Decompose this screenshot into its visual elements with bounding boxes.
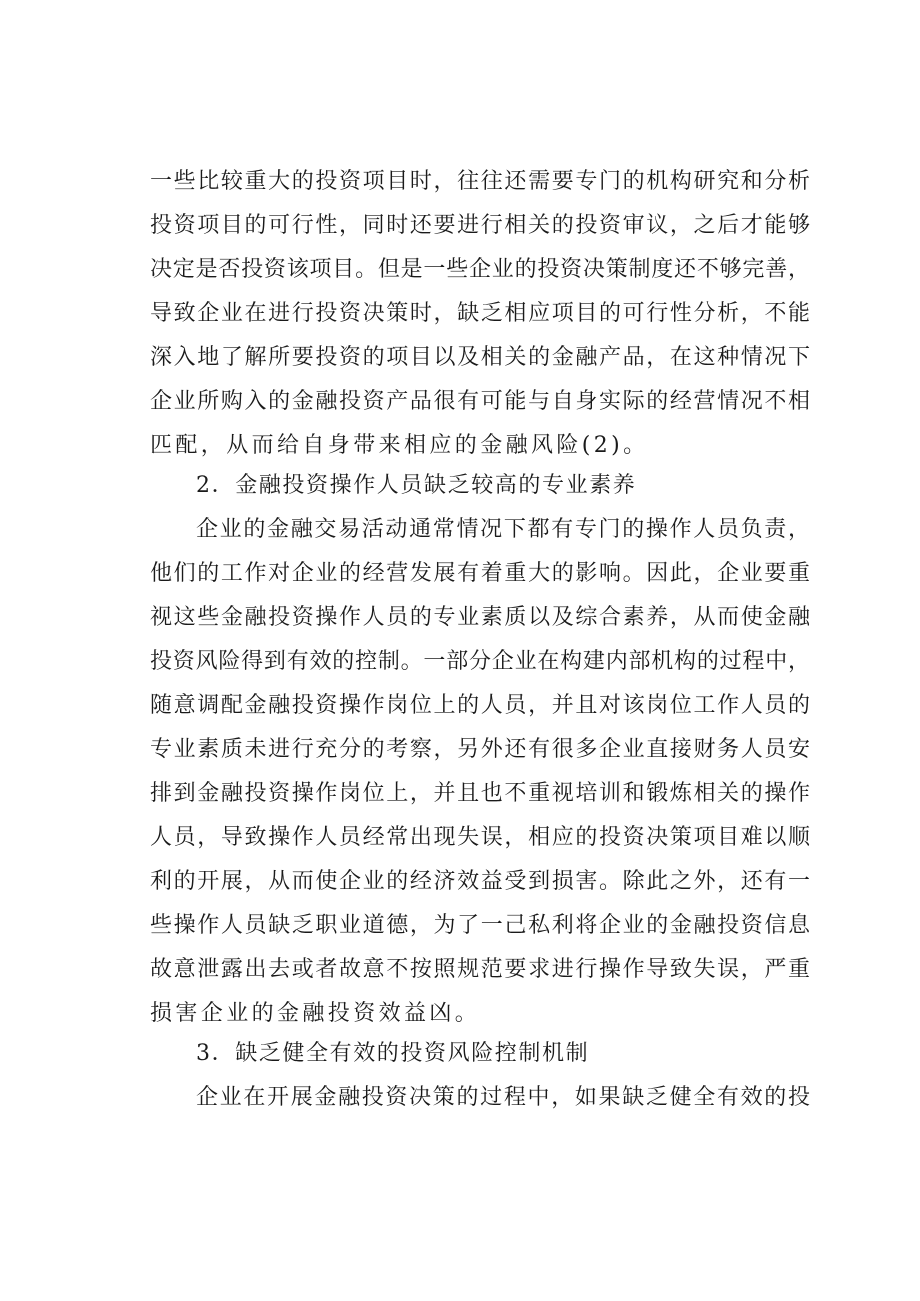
paragraph-line: 随意调配金融投资操作岗位上的人员，并且对该岗位工作人员的	[150, 693, 810, 718]
paragraph-line: 企业所购入的金融投资产品很有可能与自身实际的经营情况不相	[150, 389, 810, 414]
paragraph-line: 排到金融投资操作岗位上，并且也不重视培训和锻炼相关的操作	[150, 781, 810, 806]
paragraph-line: 人员，导致操作人员经常出现失误，相应的投资决策项目难以顺	[150, 825, 810, 850]
paragraph-line: 企业的金融交易活动通常情况下都有专门的操作人员负责，	[196, 517, 810, 542]
paragraph-line: 深入地了解所要投资的项目以及相关的金融产品，在这种情况下	[150, 345, 810, 370]
paragraph-line: 决定是否投资该项目。但是一些企业的投资决策制度还不够完善，	[150, 257, 810, 282]
section-heading: 3．缺乏健全有效的投资风险控制机制	[196, 1041, 590, 1066]
paragraph-line: 他们的工作对企业的经营发展有着重大的影响。因此，企业要重	[150, 561, 810, 586]
paragraph-line: 故意泄露出去或者故意不按照规范要求进行操作导致失误，严重	[150, 957, 810, 982]
paragraph-line: 投资风险得到有效的控制。一部分企业在构建内部机构的过程中，	[150, 649, 810, 674]
paragraph-line: 些操作人员缺乏职业道德，为了一己私利将企业的金融投资信息	[150, 913, 810, 938]
paragraph-line: 匹配，从而给自身带来相应的金融风险(2)。	[150, 433, 649, 458]
paragraph-line: 企业在开展金融投资决策的过程中，如果缺乏健全有效的投	[196, 1085, 810, 1110]
paragraph-line: 利的开展，从而使企业的经济效益受到损害。除此之外，还有一	[150, 869, 810, 894]
paragraph-line: 损害企业的金融投资效益凶。	[150, 1001, 481, 1026]
paragraph-line: 视这些金融投资操作人员的专业素质以及综合素养，从而使金融	[150, 605, 810, 630]
paragraph-line: 一些比较重大的投资项目时，往往还需要专门的机构研究和分析	[150, 169, 810, 194]
section-heading: 2．金融投资操作人员缺乏较高的专业素养	[196, 473, 637, 498]
paragraph-line: 投资项目的可行性，同时还要进行相关的投资审议，之后才能够	[150, 213, 810, 238]
paragraph-line: 导致企业在进行投资决策时，缺乏相应项目的可行性分析，不能	[150, 301, 810, 326]
paragraph-line: 专业素质未进行充分的考察，另外还有很多企业直接财务人员安	[150, 737, 810, 762]
